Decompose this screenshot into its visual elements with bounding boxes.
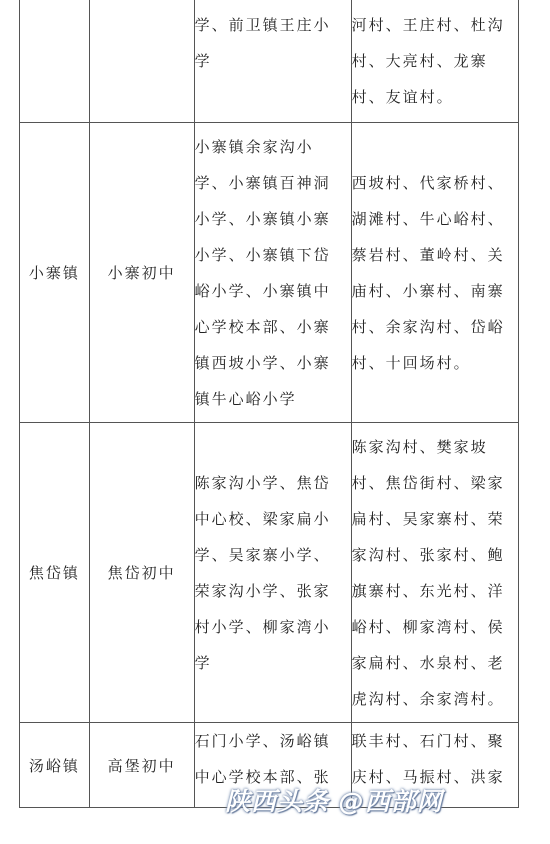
primary-schools-cell [194, 423, 351, 723]
village-line: 村、大亮村、龙寨 [351, 52, 488, 70]
village-line: 峪村、柳家湾村、侯 [351, 617, 505, 636]
primary-line: 石门小学、汤峪镇 [194, 732, 331, 750]
primary-line: 学、前卫镇王庄小 [194, 16, 331, 34]
primary-line: 小寨镇余家沟小 [194, 137, 314, 156]
table-row [20, 123, 519, 423]
town-cell: 焦岱镇 [20, 423, 90, 723]
villages-cell [351, 123, 518, 423]
village-line: 村、焦岱街村、梁家 [351, 473, 505, 492]
village-line: 庙村、小寨村、南寨 [351, 281, 505, 300]
primary-line: 中心校、梁家扁小 [194, 509, 331, 528]
village-line: 村、十回场村。 [351, 353, 471, 372]
school-district-table [19, 0, 519, 808]
table-row [20, 423, 519, 723]
village-line: 村、友谊村。 [351, 88, 454, 106]
village-line: 陈家沟村、樊家坡 [351, 437, 488, 456]
village-line: 扁村、吴家寨村、荣 [351, 509, 505, 528]
watermark: 陕西头条 @西部网 [225, 787, 443, 816]
primary-schools-cell [194, 0, 351, 123]
primary-line: 陈家沟小学、焦岱 [194, 473, 331, 492]
town-cell: 小寨镇 [20, 123, 90, 423]
town-cell [20, 0, 90, 123]
primary-line: 小学、小寨镇小寨 [194, 209, 331, 228]
middle-school-cell: 小寨初中 [89, 123, 194, 423]
primary-line: 学、小寨镇百神洞 [194, 173, 331, 192]
village-line: 河村、王庄村、杜沟 [351, 16, 505, 34]
primary-line: 镇西坡小学、小寨 [194, 353, 331, 372]
village-line: 家扁村、水泉村、老 [351, 653, 505, 672]
primary-line: 学 [194, 52, 212, 70]
village-line: 联丰村、石门村、聚 [351, 732, 505, 750]
village-line: 家沟村、张家村、鲍 [351, 545, 505, 564]
village-line: 庆村、马振村、洪家 [351, 768, 505, 786]
primary-line: 镇牛心峪小学 [194, 389, 297, 408]
middle-school-cell: 高堡初中 [89, 723, 194, 808]
primary-line: 学 [194, 653, 212, 672]
village-line: 蔡岩村、董岭村、关 [351, 245, 505, 264]
villages-cell [351, 0, 518, 123]
village-line: 村、余家沟村、岱峪 [351, 317, 505, 336]
village-line: 虎沟村、余家湾村。 [351, 689, 505, 708]
primary-line: 学、吴家寨小学、 [194, 545, 331, 564]
primary-line: 心学校本部、小寨 [194, 317, 331, 336]
table-row [20, 0, 519, 123]
primary-line: 峪小学、小寨镇中 [194, 281, 331, 300]
primary-line: 村小学、柳家湾小 [194, 617, 331, 636]
primary-line: 小学、小寨镇下岱 [194, 245, 331, 264]
primary-schools-cell [194, 123, 351, 423]
middle-school-cell [89, 0, 194, 123]
villages-cell [351, 423, 518, 723]
village-line: 西坡村、代家桥村、 [351, 173, 505, 192]
primary-line: 荣家沟小学、张家 [194, 581, 331, 600]
village-line: 湖滩村、牛心峪村、 [351, 209, 505, 228]
town-cell: 汤峪镇 [20, 723, 90, 808]
primary-line: 中心学校本部、张 [194, 768, 331, 786]
village-line: 旗寨村、东光村、洋 [351, 581, 505, 600]
middle-school-cell: 焦岱初中 [89, 423, 194, 723]
